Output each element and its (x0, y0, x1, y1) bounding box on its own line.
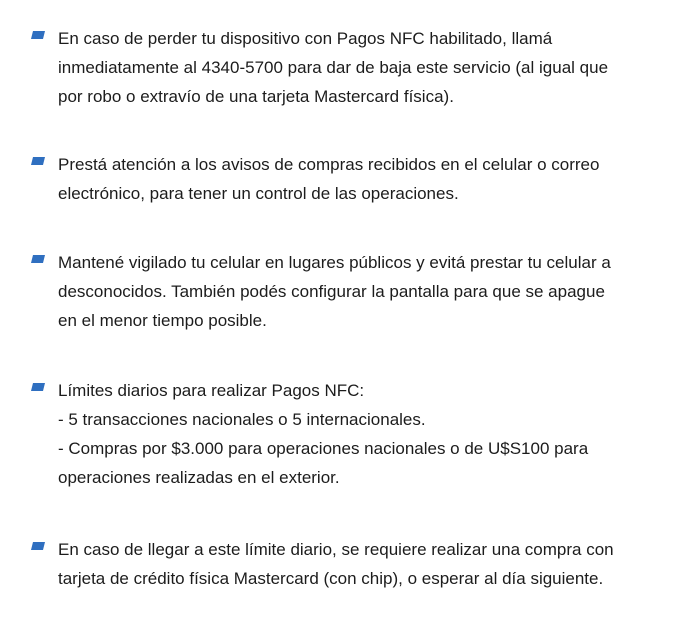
tip-line: Límites diarios para realizar Pagos NFC: (58, 381, 365, 400)
tip-text (58, 150, 678, 208)
bullet-icon (31, 157, 45, 165)
tip-line: tarjeta de crédito física Mastercard (con chip), o esperar al día siguiente. (58, 569, 604, 588)
tip-text (58, 376, 678, 492)
tip-line: en el menor tiempo posible. (58, 311, 267, 330)
tip-line: Mantené vigilado tu celular en lugares públicos y evitá prestar tu celular a (58, 253, 611, 272)
tip-line: desconocidos. También podés configurar la pantalla para que se apague (58, 282, 605, 301)
tip-text (58, 248, 678, 335)
tip-text (58, 535, 678, 593)
tip-line: - Compras por $3.000 para operaciones nacionales o de U$S100 para (58, 439, 589, 458)
tip-line: En caso de llegar a este límite diario, se requiere realizar una compra con (58, 540, 614, 559)
tip-line: operaciones realizadas en el exterior. (58, 468, 340, 487)
tip-line: - 5 transacciones nacionales o 5 internacionales. (58, 410, 426, 429)
tip-line: inmediatamente al 4340-5700 para dar de baja este servicio (al igual que (58, 58, 609, 77)
bullet-icon (31, 31, 45, 39)
bullet-icon (31, 542, 45, 550)
bullet-icon (31, 383, 45, 391)
tip-text (58, 24, 678, 111)
tip-line: En caso de perder tu dispositivo con Pagos NFC habilitado, llamá (58, 29, 553, 48)
tip-line: Prestá atención a los avisos de compras recibidos en el celular o correo (58, 155, 600, 174)
bullet-icon (31, 255, 45, 263)
tip-line: electrónico, para tener un control de las operaciones. (58, 184, 459, 203)
tip-line: por robo o extravío de una tarjeta Mastercard física). (58, 87, 454, 106)
